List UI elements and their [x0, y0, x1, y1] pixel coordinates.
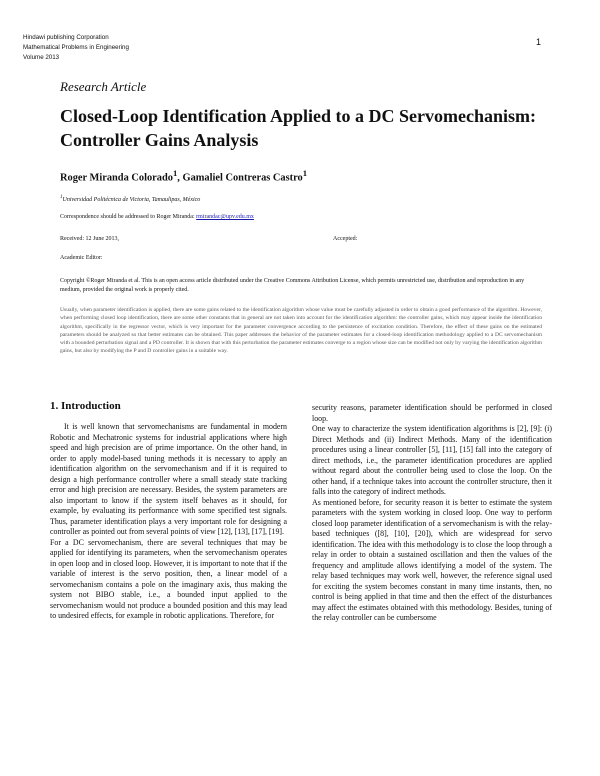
- received-date: Received: 12 June 2013,: [60, 236, 119, 242]
- page-number: 1: [536, 37, 542, 47]
- paragraph: One way to characterize the system identification algorithms is [2], [9]: (i) Direct Methods and (ii) Indirect Methods. Many of the identification procedures using a linear controller [5], [11], [15] fall into the category of direct methods, i.e., the parameter identification procedures are applied without regard about the controller being used to close the loop. On the other hand, if a technique takes into account the controller structure, then it falls into the category of indirect methods.: [312, 424, 552, 496]
- journal-line: Mathematical Problems in Engineering: [23, 44, 129, 51]
- paragraph: security reasons, parameter identification should be performed in closed loop.: [312, 403, 552, 423]
- section-heading: 1. Introduction: [50, 400, 121, 412]
- affiliation: [60, 195, 200, 203]
- academic-editor: Academic Editor:: [60, 255, 103, 261]
- author-name: Roger Miranda Colorado: [60, 172, 173, 184]
- correspondence-text: Correspondence should be addressed to Roger Miranda:: [60, 214, 197, 220]
- paragraph: For a DC servomechanism, there are several techniques that may be applied for identifying its parameters, when the servomechanism operates in open loop and in closed loop. However, it is important to note that if the variable of interest is the servo position, then, a linear model of a servomechanism contains a pole on the imaginary axis, thus making the system not BIBO stable, i.e., a bounded input applied to the servomechanism would not produce a bounded position and this may lead to undesired effects, for example in robotic applications. Therefore, for: [50, 537, 287, 620]
- affiliation-mark: 1: [172, 168, 178, 178]
- accepted-date: Accepted:: [333, 236, 358, 242]
- affiliation-mark: 1: [302, 168, 308, 178]
- volume-line: Volume 2013: [23, 54, 60, 61]
- email-link[interactable]: rmirandac@upv.edu.mx: [196, 214, 254, 220]
- affiliation-text: Universidad Politécnica de Victoria, Tamaulipas, México: [62, 197, 201, 203]
- author-name: Gamaliel Contreras Castro: [182, 172, 303, 184]
- article-type: Research Article: [60, 79, 147, 94]
- correspondence: [60, 214, 254, 220]
- affiliation-mark: 1: [60, 195, 63, 200]
- paragraph: As mentioned before, for security reason it is better to estimate the system parameters with the system working in closed loop. One way to perform closed loop parameter identification of a servomechanism is with the relay-based techniques ([8], [10], [20]), which are widespread for servo identification. The idea with this methodology is to close the loop through a relay in order to obtain a sustained oscillation and then the values of the frequency and amplitude allows identifying a model of the system. The relay based techniques may work well, however, the reference signal used for exciting the system becomes constant in many time instants, then, no control is being applied in that time and then the effect of the disturbances may affect the estimates obtained with this methodology. Besides, tuning of the relay controller can be cumbersome: [312, 497, 552, 622]
- abstract: Usually, when parameter identification is applied, there are some gains related to the identification algorithm whose value must be carefully adjusted in order to obtain a good performance of the algorithm. However, when performing closed loop identification, there are some other constants that in general are not taken into account for the identification algorithm: the controller gains, which may appear inside the identification algorithm, specifically in the regressor vector, which is very important for the parameter convergence according to the persistence of excitation condition. Therefore, the effect of these gains on the estimated parameters should be analyzed so that better estimates can be obtained. This paper addresses the behavior of the parameter estimates for a closed-loop identification methodology applied to a DC servomechanism with a bounded perturbation signal and a PD controller. It is shown that with this perturbation the parameter estimates converge to a region whose size can be modified not only by varying the identification algorithm gains, but also by modifying the P and D controller gains in a suitable way.: [60, 307, 542, 355]
- copyright-notice: Copyright ©Roger Miranda et al. This is an open access article distributed under the Creative Commons Attribution License, which permits unrestricted use, distribution and reproduction in any medium, provided the original work is properly cited.: [60, 278, 525, 293]
- paragraph: It is well known that servomechanisms are fundamental in modern Robotic and Mechatronic systems for industrial applications where high speed and high precision are of prime importance. On the other hand, in order to apply model-based tuning methods it is necessary to apply an identification algorithm on the servomechanism and if it is required to design a high performance controller where a small steady state tracking error and high precision are necessary. Besides, the system parameters are also important to know if the system itself behaves as it should, for example, by evaluating its performance with some specified test signals. Thus, parameter identification plays a very important role for designing a controller as pointed out from several points of view [12], [13], [17], [19].: [50, 422, 287, 536]
- paper-title: Closed-Loop Identification Applied to a DC Servomechanism: Controller Gains Analysis: [60, 106, 537, 150]
- body-column-right: [312, 403, 552, 624]
- body-column-left: [50, 422, 287, 622]
- author-separator: ,: [177, 172, 183, 184]
- publisher-line: Hindawi publishing Corporation: [23, 34, 109, 41]
- journal-header: [23, 33, 129, 63]
- author-list: [60, 168, 307, 183]
